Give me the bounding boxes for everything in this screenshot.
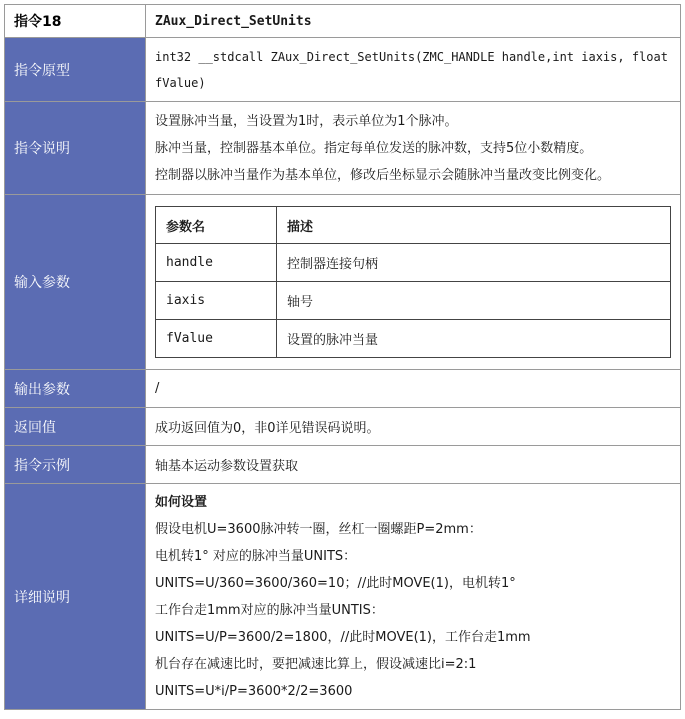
example-label: 指令示例 <box>5 446 146 484</box>
output-value: / <box>146 370 681 408</box>
description-row <box>5 102 681 195</box>
details-line: UNITS=U/P=3600/2=1800，//此时MOVE(1)，工作台走1mm <box>155 629 531 645</box>
param-desc: 设置的脉冲当量 <box>277 320 671 358</box>
prototype-label: 指令原型 <box>5 38 146 102</box>
details-line: 假设电机U=3600脉冲转一圈，丝杠一圈螺距P=2mm： <box>155 521 482 537</box>
params-table <box>155 206 671 358</box>
details-cell <box>146 484 681 710</box>
description-cell <box>146 102 681 195</box>
details-heading: 如何设置 <box>155 494 208 510</box>
details-line: 电机转1° 对应的脉冲当量UNITS： <box>155 548 357 564</box>
param-name: iaxis <box>156 282 277 320</box>
output-label: 输出参数 <box>5 370 146 408</box>
param-desc: 控制器连接句柄 <box>277 244 671 282</box>
return-value: 成功返回值为0，非0详见错误码说明。 <box>146 408 681 446</box>
param-name: fValue <box>156 320 277 358</box>
params-header-row <box>156 207 671 244</box>
description-line: 脉冲当量，控制器基本单位。指定每单位发送的脉冲数，支持5位小数精度。 <box>155 140 593 156</box>
input-params-cell <box>146 195 681 370</box>
table-row <box>156 320 671 358</box>
prototype-cell <box>146 38 681 102</box>
instruction-table <box>4 4 681 710</box>
details-line: UNITS=U/360=3600/360=10；//此时MOVE(1)，电机转1° <box>155 575 516 591</box>
instruction-number: 指令18 <box>5 5 146 38</box>
input-params-row <box>5 195 681 370</box>
return-label: 返回值 <box>5 408 146 446</box>
param-desc-header: 描述 <box>277 207 671 244</box>
details-row <box>5 484 681 710</box>
description-line: 控制器以脉冲当量作为基本单位，修改后坐标显示会随脉冲当量改变比例变化。 <box>155 167 611 183</box>
param-desc: 轴号 <box>277 282 671 320</box>
function-name: ZAux_Direct_SetUnits <box>146 5 681 38</box>
prototype-row <box>5 38 681 102</box>
table-row <box>156 244 671 282</box>
return-row <box>5 408 681 446</box>
details-line: 工作台走1mm对应的脉冲当量UNTIS： <box>155 602 384 618</box>
example-row <box>5 446 681 484</box>
prototype-text: int32 __stdcall ZAux_Direct_SetUnits(ZMC_HANDLE handle,int iaxis, float fValue) <box>155 49 668 90</box>
param-name: handle <box>156 244 277 282</box>
description-line: 设置脉冲当量，当设置为1时，表示单位为1个脉冲。 <box>155 113 458 129</box>
example-value: 轴基本运动参数设置获取 <box>146 446 681 484</box>
details-line: UNITS=U*i/P=3600*2/2=3600 <box>155 683 353 699</box>
header-row <box>5 5 681 38</box>
details-line: 机台存在减速比时，要把减速比算上，假设减速比i=2:1 <box>155 656 477 672</box>
output-row <box>5 370 681 408</box>
details-label: 详细说明 <box>5 484 146 710</box>
input-params-label: 输入参数 <box>5 195 146 370</box>
table-row <box>156 282 671 320</box>
param-name-header: 参数名 <box>156 207 277 244</box>
description-label: 指令说明 <box>5 102 146 195</box>
